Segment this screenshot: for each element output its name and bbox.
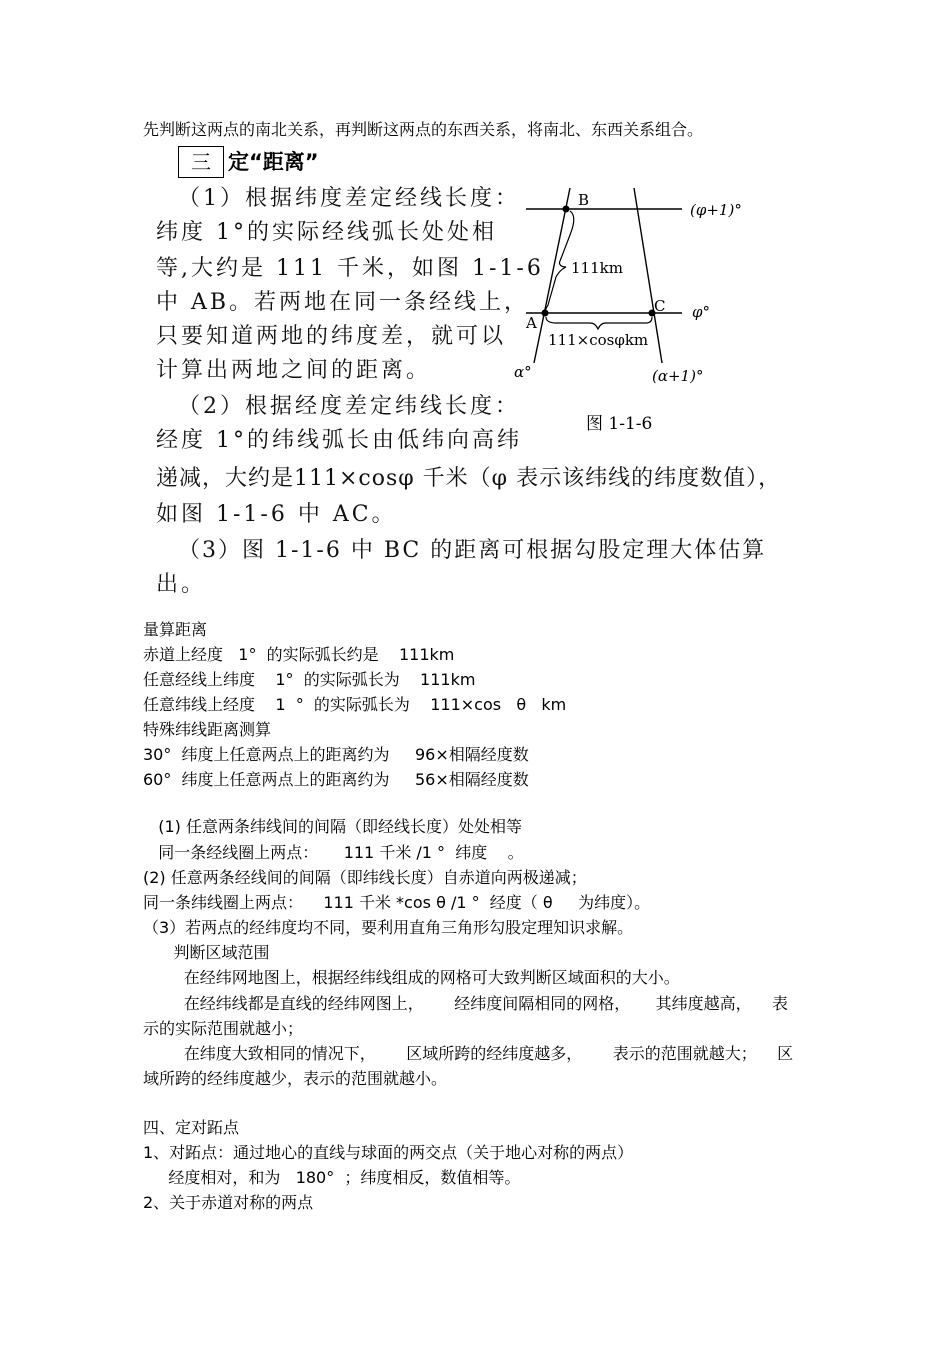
scan-line-8: 经度 1°的纬线弧长由低纬向高纬: [156, 428, 522, 453]
body-line-7: 60° 纬度上任意两点上的距离约为 56×相隔经度数: [143, 770, 529, 789]
label-upper-latitude: (φ+1)°: [690, 201, 742, 219]
body-line-11: 同一条纬线圈上两点： 111 千米 *cos θ /1 ° 经度（ θ 为纬度）。: [143, 893, 651, 912]
scan-line-5: 只要知道两地的纬度差，就可以: [156, 324, 507, 349]
body-line-1: 量算距离: [143, 620, 208, 639]
scan-line-4: 中 AB。若两地在同一条经线上，: [156, 290, 530, 315]
scan-line-1: （1）根据纬度差定经线长度：: [178, 186, 520, 211]
body-line-5: 特殊纬线距离测算: [143, 720, 272, 739]
body-line-4: 任意纬线上经度 1 ° 的实际弧长为 111×cos θ km: [143, 695, 567, 714]
scan-line-9: 递减，大约是111×cosφ 千米（φ 表示该纬线的纬度数值），: [156, 466, 782, 491]
body-line-3: 任意经线上纬度 1° 的实际弧长为 111km: [143, 670, 476, 689]
label-c: C: [654, 297, 666, 315]
scan-line-11: （3）图 1-1-6 中 BC 的距离可根据勾股定理大体估算: [178, 538, 767, 563]
scan-line-10: 如图 1-1-6 中 AC。: [156, 502, 397, 527]
body-line-10: (2) 任意两条经线间的间隔（即纬线长度）自赤道向两极递减；: [143, 868, 587, 887]
label-b: B: [578, 191, 590, 209]
body-line-6: 30° 纬度上任意两点上的距离约为 96×相隔经度数: [143, 745, 529, 764]
body-line-20: 1、对跖点：通过地心的直线与球面的两交点（关于地心对称的两点）: [143, 1143, 634, 1162]
ab-brace: [545, 211, 574, 313]
body-line-12: （3）若两点的经纬度均不同，要利用直角三角形勾股定理知识求解。: [143, 918, 634, 937]
scan-line-12: 出。: [156, 572, 207, 597]
body-line-2: 赤道上经度 1° 的实际弧长约是 111km: [143, 645, 455, 664]
section-title: 定“距离”: [228, 150, 319, 174]
label-left-longitude: α°: [514, 363, 532, 381]
scan-line-2: 纬度 1°的实际经线弧长处处相: [156, 220, 497, 245]
body-line-16: 示的实际范围就越小；: [143, 1019, 304, 1038]
body-line-21: 经度相对，和为 180° ；纬度相反，数值相等。: [143, 1168, 521, 1187]
body-line-22: 2、关于赤道对称的两点: [143, 1193, 314, 1212]
body-line-15: 在经纬线都是直线的经纬网图上， 经纬度间隔相同的网格， 其纬度越高， 表: [143, 994, 788, 1013]
point-b: [563, 206, 570, 213]
body-line-13: 判断区域范围: [143, 943, 270, 962]
scan-line-6: 计算出两地之间的距离。: [156, 358, 432, 383]
label-lower-latitude: φ°: [692, 303, 711, 321]
label-ab-length: 111km: [571, 259, 623, 277]
scan-line-3: 等,大约是 111 千米，如图 1-1-6: [156, 256, 544, 281]
body-line-19: 四、定对跖点: [143, 1118, 240, 1137]
label-ac-length: 111×cosφkm: [548, 331, 649, 349]
body-line-18: 域所跨的经纬度越少，表示的范围就越小。: [143, 1069, 448, 1088]
label-right-longitude: (α+1)°: [652, 367, 704, 385]
figure-1-1-6: [510, 185, 770, 445]
intro-text: 先判断这两点的南北关系，再判断这两点的东西关系，将南北、东西关系组合。: [143, 120, 704, 139]
body-line-9: 同一条经线圈上两点： 111 千米 /1 ° 纬度 。: [143, 843, 524, 862]
label-a: A: [526, 314, 537, 332]
body-line-17: 在纬度大致相同的情况下， 区域所跨的经纬度越多， 表示的范围就越大； 区: [143, 1044, 794, 1063]
scan-line-7: （2）根据经度差定纬线长度：: [178, 394, 520, 419]
figure-caption: 图 1-1-6: [586, 414, 653, 434]
body-line-8: (1) 任意两条纬线间的间隔（即经线长度）处处相等: [143, 817, 523, 836]
section-number-box: 三: [178, 146, 224, 178]
body-line-14: 在经纬网地图上，根据经纬线组成的网格可大致判断区域面积的大小。: [143, 968, 680, 987]
ac-brace: [546, 317, 652, 329]
